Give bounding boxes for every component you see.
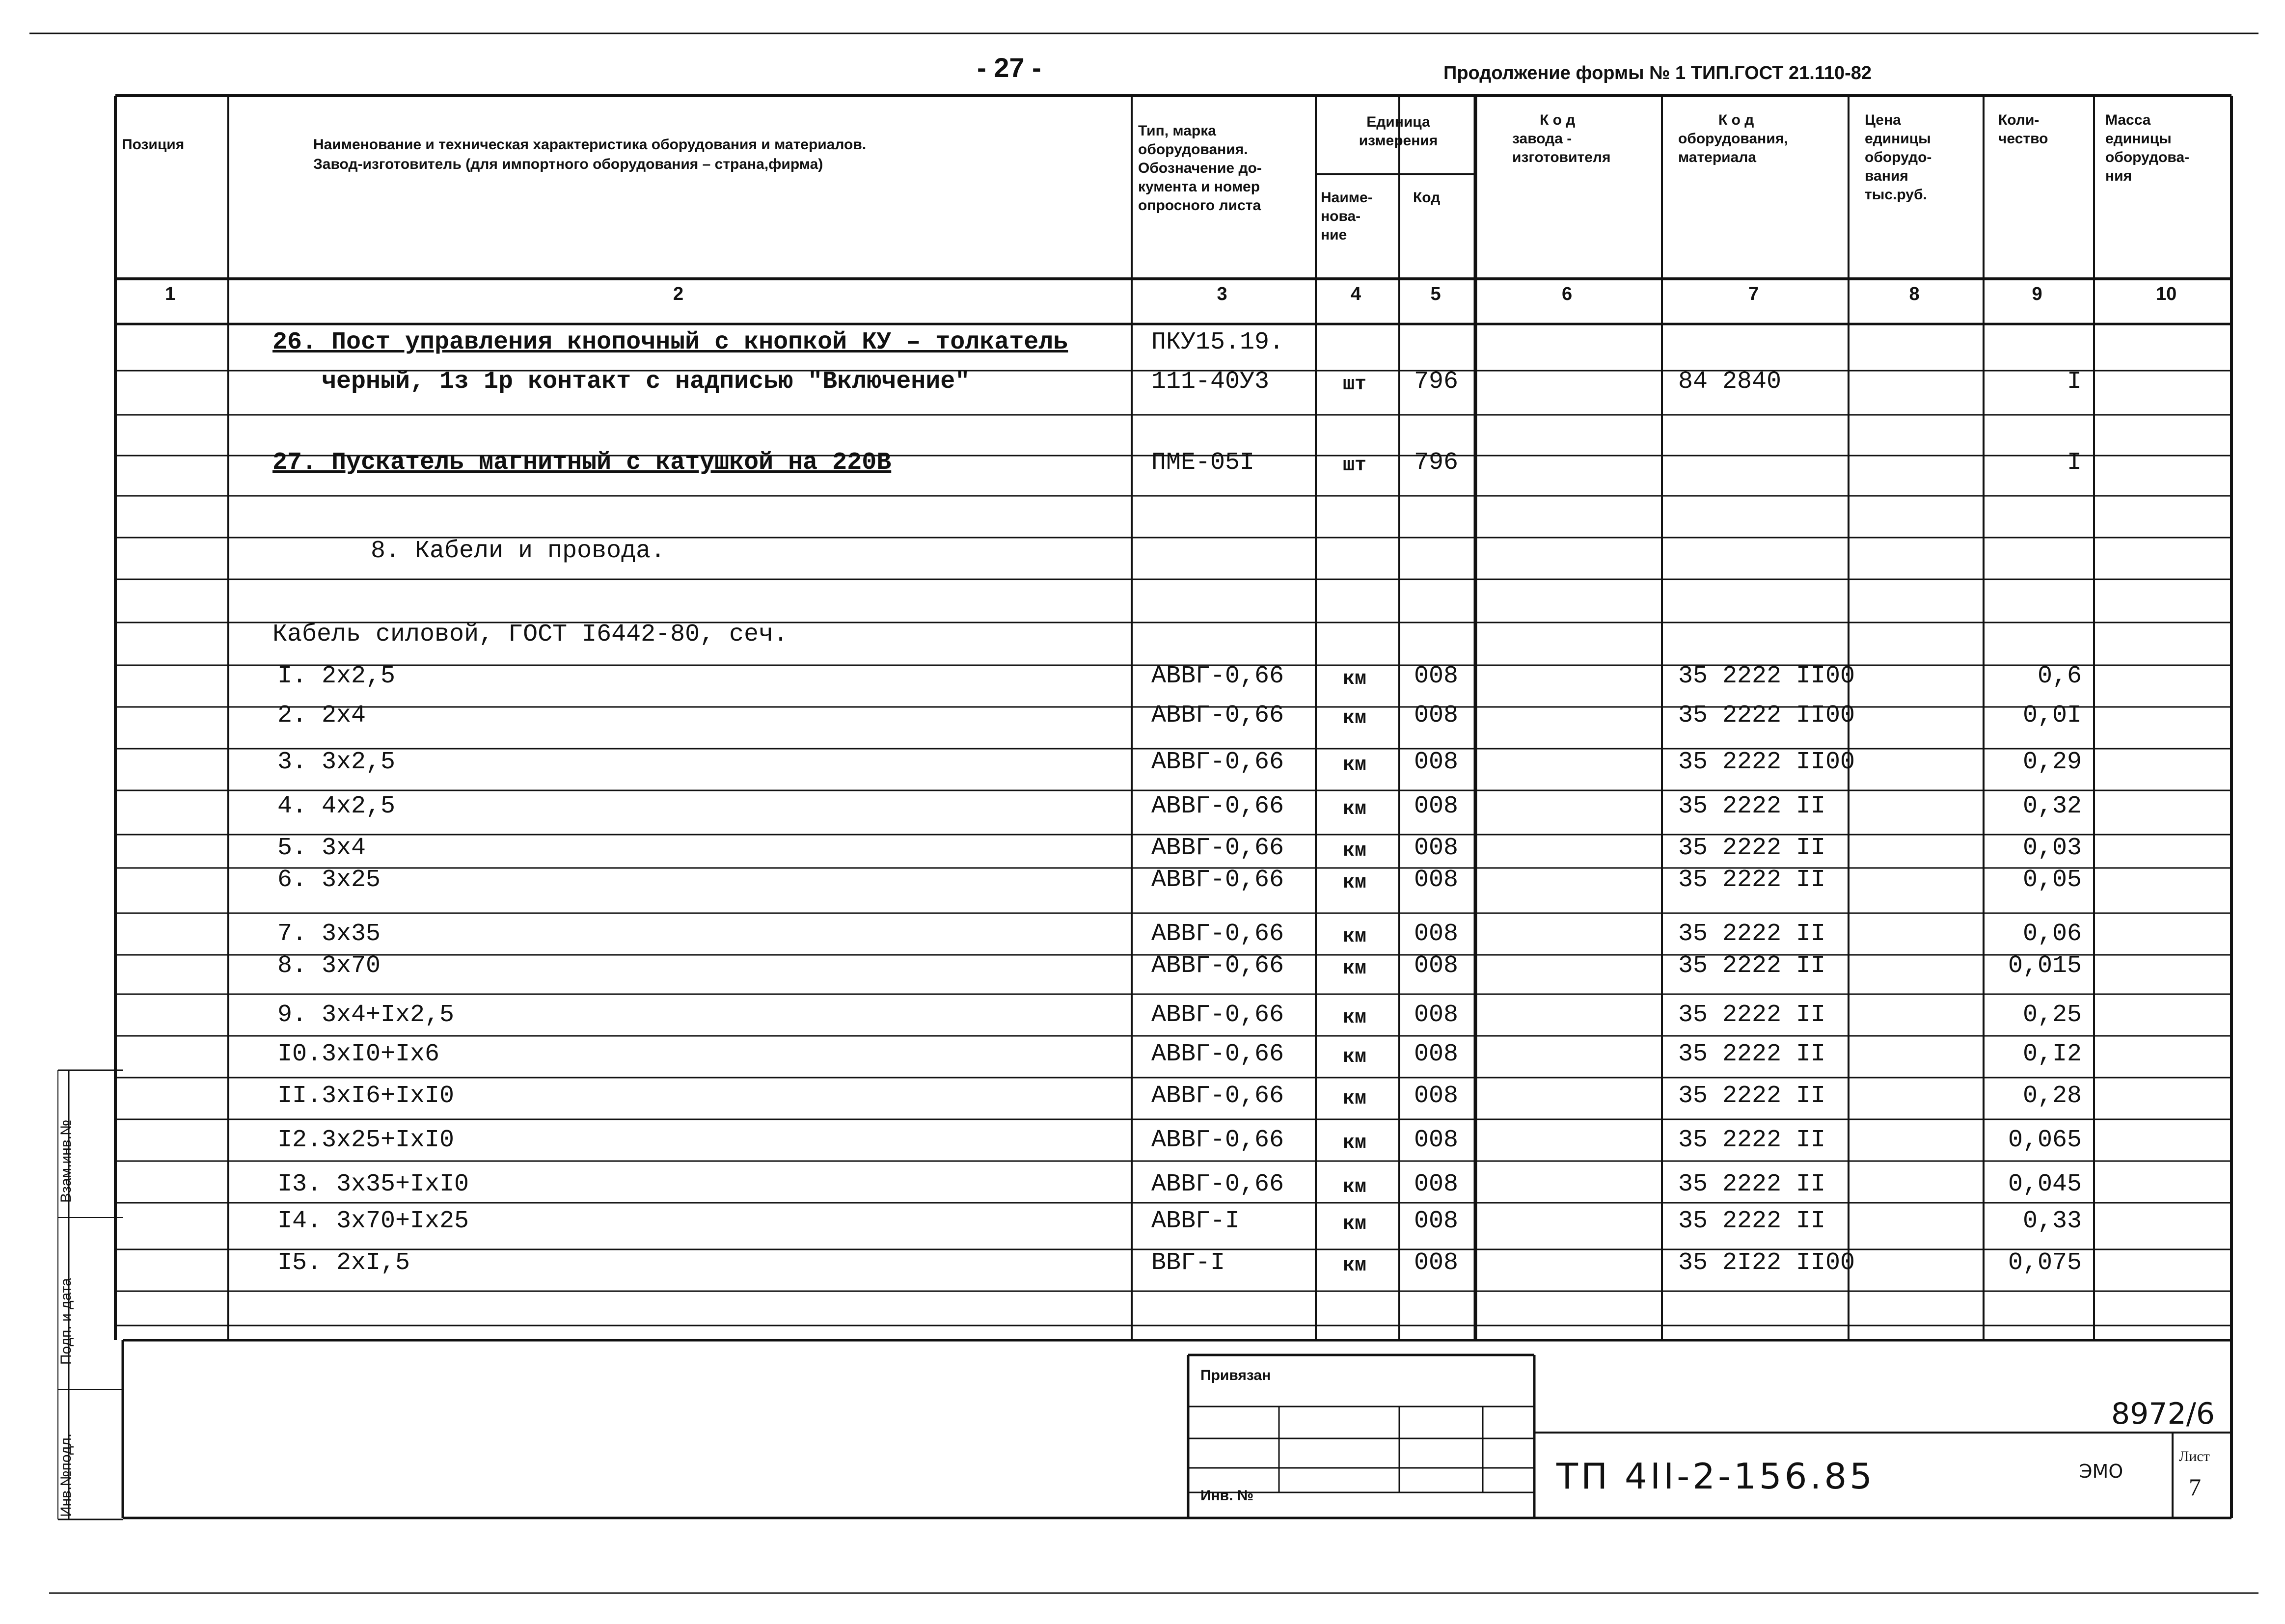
item-material-code: 35 2222 II: [1678, 792, 1826, 820]
item-unit-code: 008: [1414, 866, 1459, 894]
item-name: 4. 4x2,5: [277, 792, 396, 820]
item-unit-code: 008: [1414, 662, 1459, 690]
item-unit: км: [1343, 1176, 1367, 1198]
column-number: 1: [165, 284, 176, 304]
column-number: 2: [673, 284, 684, 304]
item-quantity: 0,28: [2022, 1082, 2082, 1110]
header-mass-line: единицы: [2105, 131, 2172, 147]
item-type: АВВГ-0,66: [1151, 1082, 1284, 1110]
item-unit-code: 008: [1414, 1126, 1459, 1154]
item-unit-code: 008: [1414, 702, 1459, 730]
item-unit: км: [1343, 754, 1367, 776]
header-unit-name-line: Наиме-: [1321, 189, 1373, 206]
item-quantity: 0,I2: [2022, 1040, 2082, 1068]
item-material-code: 35 2222 II: [1678, 834, 1826, 862]
item-name: черный, 1з 1р контакт с надписью "Включение": [322, 368, 970, 396]
header-type-line: Обозначение до-: [1138, 160, 1262, 176]
header-price-line: единицы: [1865, 131, 1931, 147]
header-factory-code: [1512, 111, 1610, 167]
item-quantity: 0,33: [2022, 1207, 2082, 1235]
item-quantity: I: [2067, 368, 2082, 396]
item-type: АВВГ-0,66: [1151, 920, 1284, 948]
header-type: [1138, 122, 1262, 215]
item-material-code: 35 2222 II00: [1678, 702, 1855, 730]
header-position: Позиция: [122, 136, 185, 153]
item-unit-code: 008: [1414, 748, 1459, 776]
item-material-code: 35 2222 II: [1678, 952, 1826, 980]
header-material-code-line: К о д: [1718, 112, 1754, 128]
header-type-line: оборудования.: [1138, 141, 1248, 158]
item-name: 3. 3x2,5: [277, 748, 396, 776]
item-material-code: 35 2222 II: [1678, 1040, 1826, 1068]
item-unit: шт: [1343, 455, 1367, 477]
item-type: АВВГ-0,66: [1151, 792, 1284, 820]
item-name: 9. 3x4+Ix2,5: [277, 1001, 455, 1029]
sheet-number: 7: [2189, 1473, 2201, 1501]
side-label-original-inv: Инв.№подл.: [58, 1433, 74, 1517]
item-type: АВВГ-0,66: [1151, 1001, 1284, 1029]
header-factory-code-line: К о д: [1540, 112, 1576, 128]
item-type: АВВГ-I: [1151, 1207, 1240, 1235]
item-quantity: 0,06: [2022, 920, 2082, 948]
item-unit-code: 008: [1414, 952, 1459, 980]
item-type: АВВГ-0,66: [1151, 702, 1284, 730]
item-name: 26. Пост управления кнопочный с кнопкой КУ – толкатель: [272, 328, 1068, 356]
stamp-inventory-label: Инв. №: [1200, 1488, 1254, 1504]
item-name: 8. Кабели и провода.: [371, 537, 666, 565]
item-name: 27. Пускатель магнитный с катушкой на 220В: [272, 449, 892, 477]
column-number: 4: [1351, 284, 1361, 304]
item-name: I5. 2xI,5: [277, 1249, 410, 1277]
header-price-line: Цена: [1865, 112, 1901, 128]
item-quantity: 0,065: [2008, 1126, 2082, 1154]
item-unit: км: [1343, 872, 1367, 894]
side-label-replacement-inv: Взам.инв.№: [58, 1119, 74, 1203]
column-number: 8: [1909, 284, 1920, 304]
column-number: 5: [1430, 284, 1441, 304]
item-name: I. 2x2,5: [277, 662, 396, 690]
item-unit: км: [1343, 1007, 1367, 1029]
item-name: Кабель силовой, ГОСТ I6442-80, сеч.: [272, 621, 789, 649]
item-material-code: 35 2222 II: [1678, 1126, 1826, 1154]
header-mass-line: оборудова-: [2105, 149, 2190, 165]
item-name: I3. 3x35+IxI0: [277, 1170, 469, 1198]
item-material-code: 84 2840: [1678, 368, 1782, 396]
header-mass-line: Масса: [2105, 112, 2151, 128]
item-name: 8. 3x70: [277, 952, 381, 980]
item-name: 5. 3x4: [277, 834, 366, 862]
header-material-code-line: оборудования,: [1678, 131, 1788, 147]
item-material-code: 35 2222 II: [1678, 1001, 1826, 1029]
item-type: АВВГ-0,66: [1151, 834, 1284, 862]
item-unit-code: 796: [1414, 449, 1459, 477]
item-type: АВВГ-0,66: [1151, 1040, 1284, 1068]
column-number: 7: [1748, 284, 1759, 304]
stamp-bound-label: Привязан: [1200, 1367, 1271, 1383]
item-unit: км: [1343, 840, 1367, 862]
item-type: ПМЕ-05I: [1151, 449, 1255, 477]
column-number: 9: [2032, 284, 2042, 304]
item-quantity: 0,29: [2022, 748, 2082, 776]
sheet-label: Лист: [2179, 1448, 2210, 1464]
item-unit-code: 008: [1414, 834, 1459, 862]
item-type: АВВГ-0,66: [1151, 1126, 1284, 1154]
archive-number: 8972/6: [2111, 1397, 2215, 1431]
side-label-signature-date: Подп. и дата: [58, 1278, 74, 1365]
item-unit: км: [1343, 958, 1367, 980]
item-unit: км: [1343, 1132, 1367, 1154]
item-material-code: 35 2222 II: [1678, 1207, 1826, 1235]
item-type: АВВГ-0,66: [1151, 866, 1284, 894]
item-unit: шт: [1343, 374, 1367, 396]
header-quantity: [1998, 111, 2048, 148]
item-name: II.3xI6+IxI0: [277, 1082, 455, 1110]
item-quantity: 0,075: [2008, 1249, 2082, 1277]
header-type-line: Тип, марка: [1138, 123, 1216, 139]
header-mass: [2105, 111, 2189, 186]
item-quantity: I: [2067, 449, 2082, 477]
item-unit-code: 008: [1414, 1207, 1459, 1235]
header-price: [1865, 111, 1931, 204]
item-quantity: 0,25: [2022, 1001, 2082, 1029]
header-quantity-line: чество: [1998, 131, 2048, 147]
item-material-code: 35 2222 II00: [1678, 748, 1855, 776]
item-material-code: 35 2I22 II00: [1678, 1249, 1855, 1277]
item-type: ВВГ-I: [1151, 1249, 1225, 1277]
header-factory-code-line: изготовителя: [1512, 149, 1611, 165]
item-unit-code: 008: [1414, 792, 1459, 820]
item-quantity: 0,6: [2037, 662, 2082, 690]
item-unit-code: 008: [1414, 1249, 1459, 1277]
item-unit: км: [1343, 1255, 1367, 1277]
document-code: ТП 4II-2-156.85: [1556, 1456, 1875, 1497]
item-name: 7. 3x35: [277, 920, 381, 948]
item-unit: км: [1343, 1046, 1367, 1068]
item-unit-code: 008: [1414, 1040, 1459, 1068]
item-type: АВВГ-0,66: [1151, 952, 1284, 980]
header-type-line: опросного листа: [1138, 197, 1261, 214]
header-unit-line: Единица: [1366, 114, 1430, 130]
item-quantity: 0,045: [2008, 1170, 2082, 1198]
header-price-line: оборудо-: [1865, 149, 1932, 165]
item-type: ПКУ15.19.: [1151, 328, 1284, 356]
header-unit-name-line: ние: [1321, 227, 1347, 243]
item-name: I2.3x25+IxI0: [277, 1126, 455, 1154]
item-unit: км: [1343, 1213, 1367, 1235]
item-material-code: 35 2222 II: [1678, 1170, 1826, 1198]
header-unit-name: [1321, 189, 1373, 244]
header-unit-code: Код: [1413, 189, 1441, 206]
item-quantity: 0,03: [2022, 834, 2082, 862]
header-mass-line: ния: [2105, 168, 2132, 184]
header-unit-line: измерения: [1359, 133, 1438, 149]
item-type: 111-40У3: [1151, 368, 1270, 396]
item-quantity: 0,05: [2022, 866, 2082, 894]
item-name: 2. 2x4: [277, 702, 366, 730]
item-material-code: 35 2222 II: [1678, 920, 1826, 948]
header-name-line2: Завод-изготовитель (для импортного оборудования – страна,фирма): [313, 156, 823, 172]
item-material-code: 35 2222 II: [1678, 1082, 1826, 1110]
item-unit-code: 008: [1414, 1001, 1459, 1029]
item-name: I4. 3x70+Ix25: [277, 1207, 469, 1235]
item-unit-code: 008: [1414, 1170, 1459, 1198]
item-unit: км: [1343, 926, 1367, 948]
header-unit-group: [1334, 113, 1462, 150]
column-number: 10: [2156, 284, 2177, 304]
item-unit: км: [1343, 668, 1367, 690]
column-number: 3: [1217, 284, 1227, 304]
item-material-code: 35 2222 II: [1678, 866, 1826, 894]
item-type: АВВГ-0,66: [1151, 662, 1284, 690]
item-unit: км: [1343, 707, 1367, 730]
item-unit: км: [1343, 798, 1367, 820]
department-mark: ЭМО: [2079, 1461, 2123, 1482]
item-unit: км: [1343, 1088, 1367, 1110]
item-quantity: 0,0I: [2022, 702, 2082, 730]
form-continuation: Продолжение формы № 1 ТИП.ГОСТ 21.110-82: [1443, 63, 1872, 83]
header-type-line: кумента и номер: [1138, 179, 1260, 195]
header-price-line: вания: [1865, 168, 1908, 184]
item-material-code: 35 2222 II00: [1678, 662, 1855, 690]
item-quantity: 0,015: [2008, 952, 2082, 980]
page-number: - 27 -: [977, 52, 1041, 83]
column-number: 6: [1562, 284, 1573, 304]
header-factory-code-line: завода -: [1512, 131, 1572, 147]
item-unit-code: 796: [1414, 368, 1459, 396]
item-quantity: 0,32: [2022, 792, 2082, 820]
item-type: АВВГ-0,66: [1151, 1170, 1284, 1198]
header-material-code: [1678, 111, 1788, 167]
header-name-line1: Наименование и техническая характеристика оборудования и материалов.: [313, 136, 867, 153]
item-unit-code: 008: [1414, 1082, 1459, 1110]
header-quantity-line: Коли-: [1998, 112, 2040, 128]
header-material-code-line: материала: [1678, 149, 1757, 165]
item-unit-code: 008: [1414, 920, 1459, 948]
header-price-line: тыс.руб.: [1865, 187, 1927, 203]
item-name: I0.3xI0+Ix6: [277, 1040, 440, 1068]
item-type: АВВГ-0,66: [1151, 748, 1284, 776]
item-name: 6. 3x25: [277, 866, 381, 894]
header-unit-name-line: нова-: [1321, 208, 1361, 224]
